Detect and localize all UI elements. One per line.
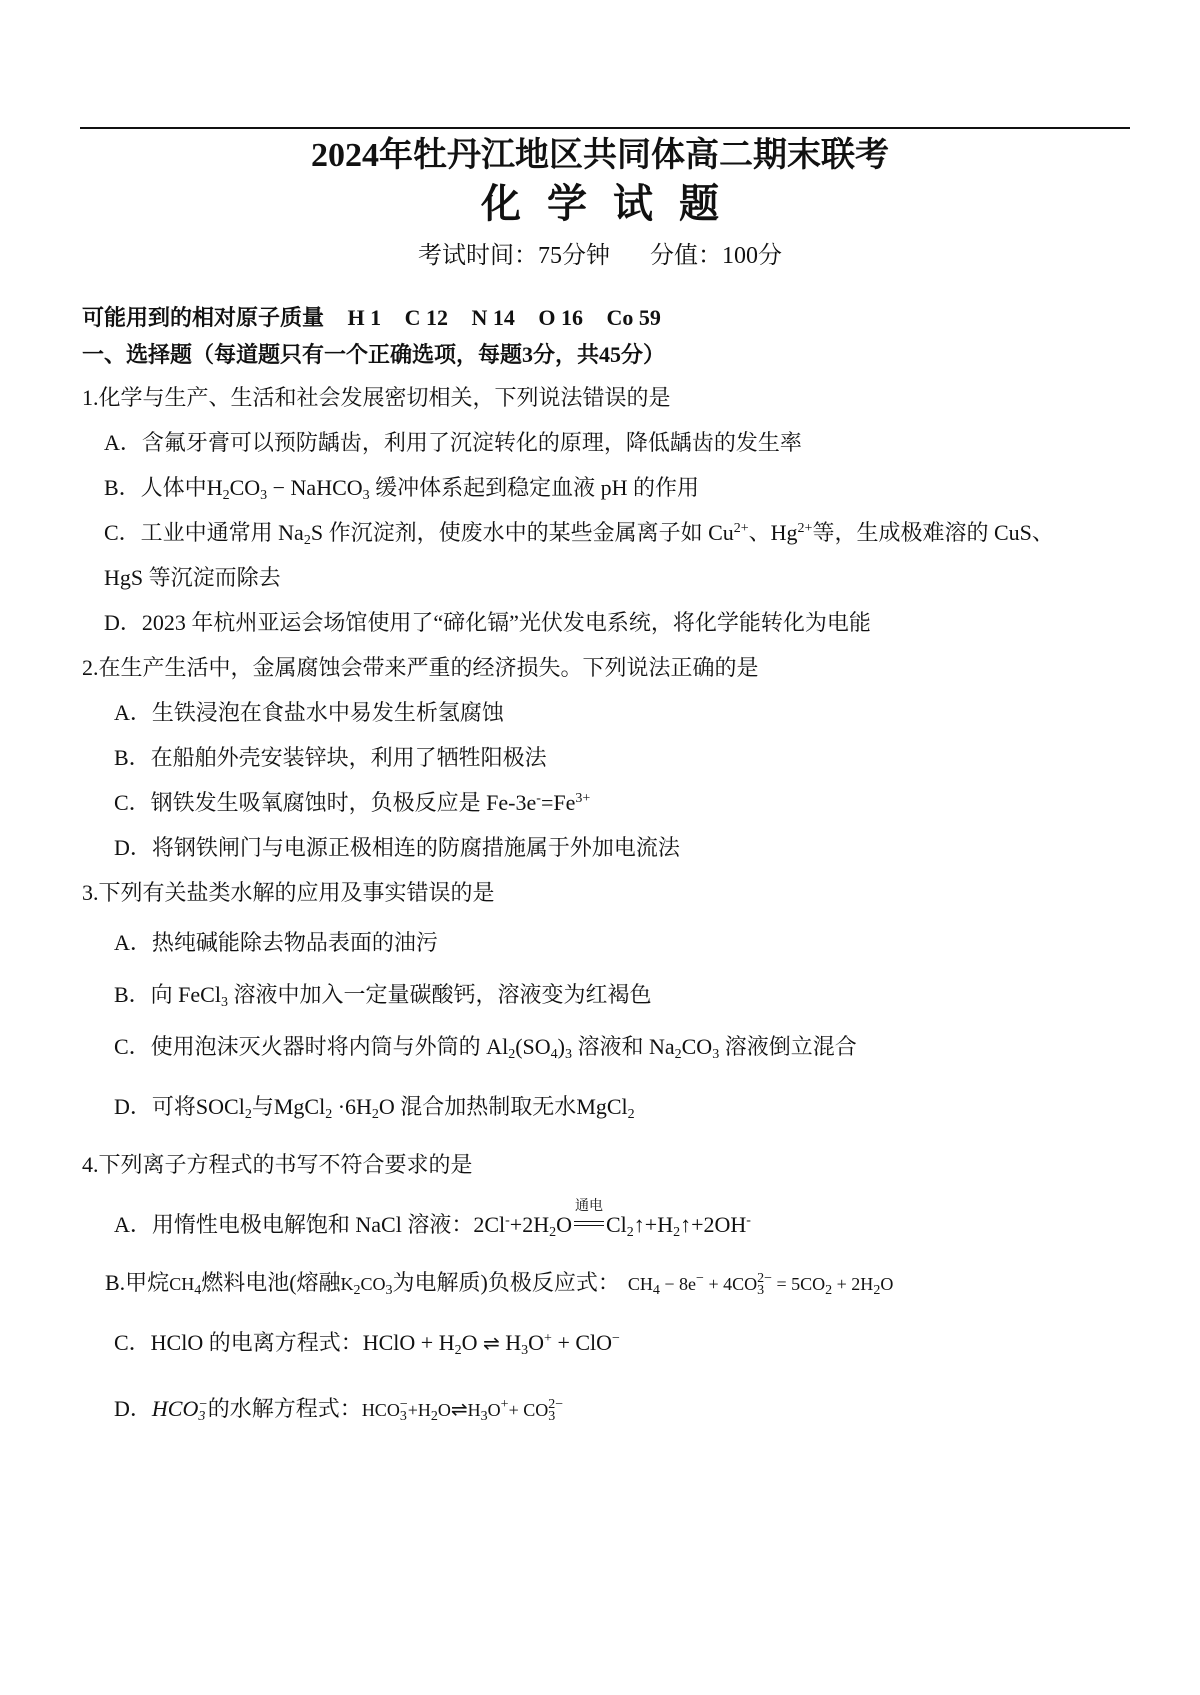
q1-option-b: B．人体中$H_2CO_3$ − NaHCO$_3$ 缓冲体系起到稳定血液 pH 的作用 bbox=[104, 475, 700, 503]
q4-option-c: C．HClO 的电离方程式：HClO + $H_2O$ ⇌ $H_3O^+ + ClO^-$ bbox=[114, 1330, 620, 1358]
atomic-mass-line bbox=[82, 303, 661, 333]
atomic-mass-item: O 16 bbox=[538, 305, 584, 330]
atomic-mass-item: H 1 bbox=[347, 305, 382, 330]
q3-option-c: C．使用泡沫灭火器时将内筒与外筒的 $Al_2(SO_4)_3$ 溶液和 $Na_2CO_3$ 溶液倒立混合 bbox=[114, 1034, 857, 1062]
q3-option-d: D．可将SOCl$_2$与MgCl$_2$ $\cdot 6H_2O$ 混合加热制取无水MgCl$_2$ bbox=[114, 1094, 635, 1122]
exam-time: 考试时间：75分钟 bbox=[418, 243, 610, 269]
atomic-mass-item: Co 59 bbox=[606, 305, 661, 330]
q4-option-b: B.甲烷$CH_4$燃料电池(熔融$K_2CO_3$为电解质)负极反应式： $CH_4 - 8e^- + 4CO_3^{2-} = 5CO_2 + 2H_2O$ bbox=[105, 1270, 894, 1298]
q1-option-c: C．工业中通常用 $Na_2S$ 作沉淀剂，使废水中的某些金属离子如 $Cu^{2+}$、$Hg^{2+}$等，生成极难溶的 CuS、 bbox=[104, 520, 1054, 548]
question-stem-4: 4.下列离子方程式的书写不符合要求的是 bbox=[82, 1152, 473, 1177]
subject-title: 化学试题 bbox=[481, 181, 745, 226]
q1-option-a: A．含氟牙膏可以预防龋齿，利用了沉淀转化的原理，降低龋齿的发生率 bbox=[104, 430, 802, 455]
q4-option-a: A．用惰性电极电解饱和 NaCl 溶液：$2Cl^-+2H_2O$ 通电 $Cl_2↑+H_2↑+2OH^-$ bbox=[114, 1199, 751, 1240]
question-stem-1: 1.化学与生产、生活和社会发展密切相关，下列说法错误的是 bbox=[82, 385, 671, 410]
q1-option-c-cont: HgS 等沉淀而除去 bbox=[104, 565, 281, 590]
electrolysis-arrow: 通电 bbox=[572, 1210, 606, 1240]
q4-option-d: D．$HCO_3^-$的水解方程式：$HCO_3^-+H_2O\rightleftharpoons H_3O^++ CO_3^{2-}$ bbox=[114, 1396, 564, 1424]
exam-title: 2024年牡丹江地区共同体高二期末联考 bbox=[311, 137, 889, 174]
q1-option-d: D．2023 年杭州亚运会场馆使用了“碲化镉”光伏发电系统，将化学能转化为电能 bbox=[104, 610, 871, 635]
q2-option-a: A．生铁浸泡在食盐水中易发生析氢腐蚀 bbox=[114, 700, 504, 725]
q3-option-a: A．热纯碱能除去物品表面的油污 bbox=[114, 930, 438, 955]
question-stem-3: 3.下列有关盐类水解的应用及事实错误的是 bbox=[82, 880, 495, 905]
atomic-mass-item: N 14 bbox=[471, 305, 515, 330]
exam-score: 分值：100分 bbox=[650, 243, 782, 269]
atomic-mass-label: 可能用到的相对原子质量 bbox=[82, 305, 325, 330]
header-rule bbox=[80, 127, 1130, 129]
question-stem-2: 2.在生产生活中，金属腐蚀会带来严重的经济损失。下列说法正确的是 bbox=[82, 655, 759, 680]
section-heading: 一、选择题（每道题只有一个正确选项，每题3分，共45分） bbox=[82, 342, 666, 367]
q2-option-c: C．钢铁发生吸氧腐蚀时，负极反应是 $Fe-3e^-=Fe^{3+}$ bbox=[114, 790, 591, 815]
q2-option-b: B．在船舶外壳安装锌块，利用了牺牲阳极法 bbox=[114, 745, 547, 770]
q2-option-d: D．将钢铁闸门与电源正极相连的防腐措施属于外加电流法 bbox=[114, 835, 680, 860]
atomic-mass-item: C 12 bbox=[404, 305, 449, 330]
exam-info bbox=[0, 238, 1200, 274]
q3-option-b: B．向 FeCl$_3$ 溶液中加入一定量碳酸钙，溶液变为红褐色 bbox=[114, 982, 652, 1010]
